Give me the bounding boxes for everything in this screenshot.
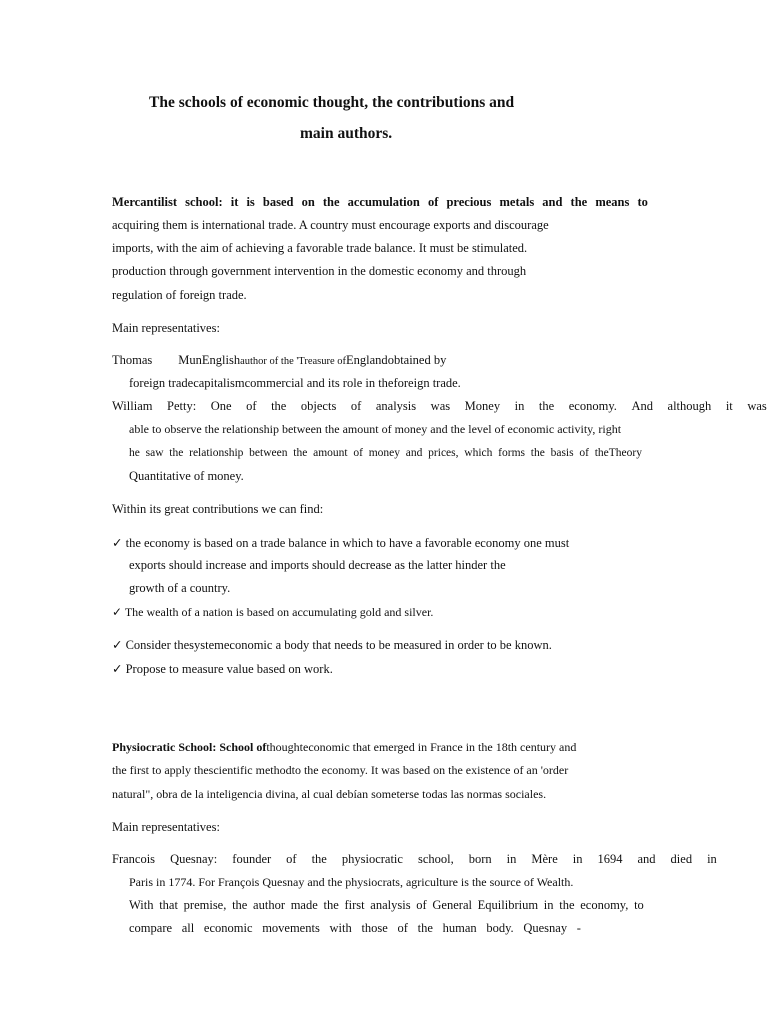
word: -: [576, 921, 581, 935]
word: first: [344, 898, 365, 912]
word: human: [442, 921, 477, 935]
word: the: [538, 399, 555, 413]
contribution-bullet-3: ✓ Consider thesystemeconomic a body that needs to be measured in order to be known.: [112, 638, 552, 652]
mercantilist-main-representatives: Main representatives:: [112, 321, 220, 335]
word: in: [707, 852, 717, 866]
word: objects: [300, 399, 337, 413]
quesnay-line-4: [129, 920, 581, 936]
word: to: [634, 898, 644, 912]
word: in: [514, 399, 525, 413]
word: theTheory: [594, 447, 642, 459]
word: it: [725, 399, 733, 413]
william-petty-line-3: [129, 445, 642, 461]
document-title-line-1: The schools of economic thought, the contributions and: [149, 94, 515, 111]
word: Quesnay:: [170, 852, 218, 866]
obtained-text: obtained by: [387, 353, 447, 367]
word: And: [631, 399, 653, 413]
word: physiocratic: [341, 852, 403, 866]
word: the: [232, 898, 248, 912]
contribution-bullet-1-line-3: growth of a country.: [129, 581, 231, 595]
word: William: [112, 399, 153, 413]
word: in: [572, 852, 583, 866]
word: is: [246, 195, 255, 209]
word: the: [322, 195, 340, 209]
physiocratic-heading-rest: thoughteconomic that emerged in France in the 18th century and: [266, 740, 577, 754]
physiocratic-heading: Physiocratic School: School of: [112, 740, 267, 754]
word: born: [468, 852, 492, 866]
contribution-bullet-1-line-2: exports should increase and imports should decrease as the latter hinder the: [129, 558, 506, 572]
mercantilist-intro-line-5: regulation of foreign trade.: [112, 288, 247, 302]
word: premise,: [183, 898, 227, 912]
word: was: [747, 399, 767, 413]
word: movements: [262, 921, 320, 935]
word: Petty:: [167, 399, 197, 413]
thomas-mun-line-2: foreign tradecapitalismcommercial and its role in theforeign trade.: [129, 376, 461, 390]
mun-name: Mun: [178, 353, 202, 367]
word: analysis: [370, 898, 411, 912]
quesnay-line-2: Paris in 1774. For François Quesnay and the physiocrats, agriculture is the source of Wealth.: [129, 875, 574, 889]
word: made: [290, 898, 318, 912]
word: which: [464, 447, 493, 459]
word: those: [361, 921, 388, 935]
word: the: [271, 399, 287, 413]
word: in: [506, 852, 517, 866]
word: economy,: [580, 898, 629, 912]
word: Mère: [531, 852, 558, 866]
word: precious: [446, 195, 492, 209]
word: money: [368, 447, 401, 459]
word: the: [293, 447, 308, 459]
william-petty-line-1: [112, 398, 767, 414]
word: saw: [145, 447, 164, 459]
word: of: [353, 447, 363, 459]
word: 1694: [597, 852, 623, 866]
william-petty-line-4: Quantitative of money.: [129, 469, 244, 483]
physiocratic-intro-line-2: the first to apply thescientific methodto the economy. It was based on the existence of an 'order: [112, 763, 569, 777]
word: the: [169, 447, 184, 459]
word: Mercantilist: [112, 195, 178, 209]
word: prices,: [428, 447, 459, 459]
word: forms: [498, 447, 525, 459]
word: compare: [129, 921, 173, 935]
word: means: [595, 195, 630, 209]
word: the: [570, 195, 588, 209]
england-word: England: [346, 353, 388, 367]
word: With: [129, 898, 154, 912]
word: and: [637, 852, 656, 866]
word: of: [427, 195, 439, 209]
word: Equilibrium: [477, 898, 539, 912]
word: all: [181, 921, 195, 935]
word: the: [530, 447, 545, 459]
word: was: [430, 399, 451, 413]
word: with: [329, 921, 352, 935]
word: the: [323, 898, 339, 912]
word: school:: [185, 195, 223, 209]
author-of-text: author of the 'Treasure of: [240, 356, 347, 367]
word: founder: [232, 852, 272, 866]
word: of: [286, 852, 297, 866]
contribution-bullet-1-line-1: ✓ the economy is based on a trade balance in which to have a favorable economy one must: [112, 536, 570, 550]
contributions-intro: Within its great contributions we can find:: [112, 502, 324, 516]
word: based: [262, 195, 294, 209]
word: Money: [464, 399, 501, 413]
word: the: [559, 898, 575, 912]
word: of: [246, 399, 257, 413]
word: of: [350, 399, 362, 413]
word: General: [432, 898, 472, 912]
english-word: English: [201, 353, 241, 367]
quesnay-line-3: [129, 897, 644, 913]
word: economy.: [568, 399, 617, 413]
word: that: [159, 898, 178, 912]
thomas-name: Thomas: [112, 353, 153, 367]
word: body.: [486, 921, 514, 935]
word: of: [416, 898, 427, 912]
word: and: [405, 447, 423, 459]
word: of: [397, 921, 408, 935]
word: the: [311, 852, 327, 866]
william-petty-line-2: able to observe the relationship between the amount of money and the level of economic activity, right: [129, 422, 622, 436]
contribution-bullet-2: ✓ The wealth of a nation is based on accumulating gold and silver.: [112, 605, 434, 619]
thomas-mun-line-1: [112, 352, 446, 370]
word: economic: [203, 921, 253, 935]
physiocratic-intro-line-1: [112, 739, 576, 755]
word: Francois: [112, 852, 156, 866]
word: to: [637, 195, 648, 209]
word: on: [301, 195, 315, 209]
contribution-bullet-4: ✓ Propose to measure value based on work.: [112, 662, 333, 676]
mercantilist-intro-line-2: acquiring them is international trade. A country must encourage exports and discourage: [112, 218, 549, 232]
mercantilist-intro-line-3: imports, with the aim of achieving a favorable trade balance. It must be stimulated.: [112, 241, 528, 255]
word: and: [542, 195, 563, 209]
word: he: [129, 447, 140, 459]
word: metals: [499, 195, 535, 209]
physiocratic-main-representatives: Main representatives:: [112, 820, 220, 834]
word: amount: [313, 447, 348, 459]
word: Quesnay: [523, 921, 568, 935]
word: the: [417, 921, 433, 935]
physiocratic-intro-line-3: natural", obra de la inteligencia divina, al cual debían someterse todas las normas sociales.: [112, 787, 547, 801]
word: basis: [550, 447, 574, 459]
word: author: [253, 898, 285, 912]
word: of: [579, 447, 589, 459]
word: One: [210, 399, 232, 413]
mercantilist-intro-line-4: production through government intervention in the domestic economy and through: [112, 264, 527, 278]
mercantilist-intro-line-1: [112, 194, 648, 210]
quesnay-line-1: [112, 851, 717, 867]
word: relationship: [189, 447, 244, 459]
word: school,: [417, 852, 454, 866]
word: it: [230, 195, 239, 209]
document-title-line-2: main authors.: [300, 125, 393, 142]
word: in: [543, 898, 554, 912]
word: analysis: [375, 399, 417, 413]
word: died: [670, 852, 693, 866]
word: although: [667, 399, 712, 413]
word: between: [249, 447, 288, 459]
word: accumulation: [347, 195, 420, 209]
